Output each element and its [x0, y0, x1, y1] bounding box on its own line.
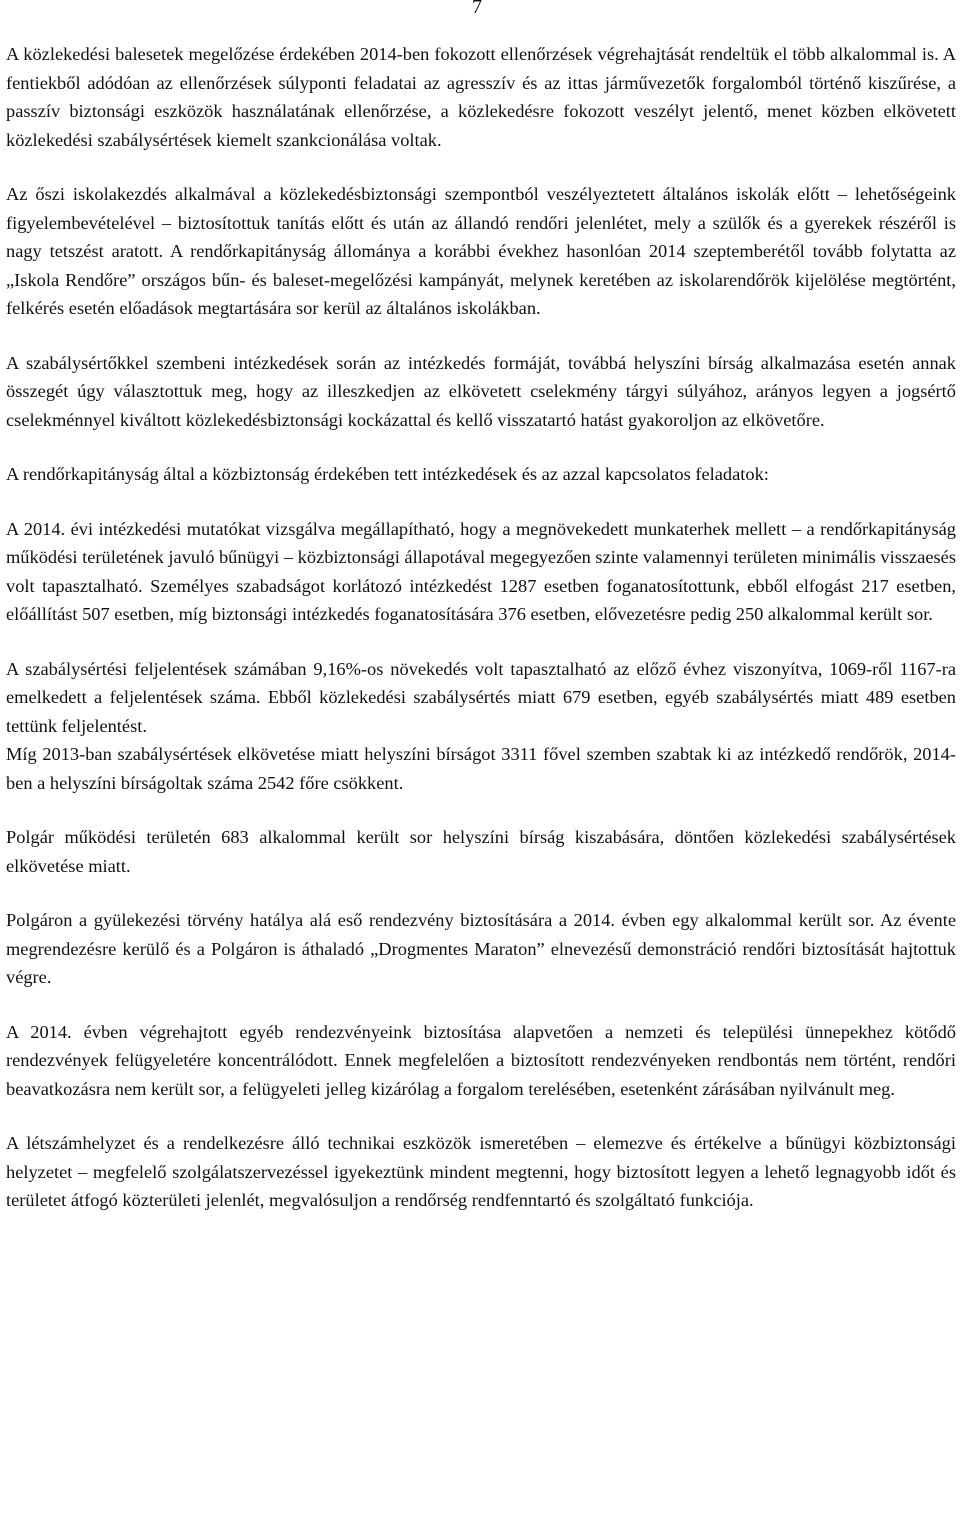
- paragraph-assembly-events: Polgáron a gyülekezési törvény hatálya alá eső rendezvény biztosítására a 2014. évben egy alkalommal került sor. Az évente megrendezésre kerülő és a Polgáron is áthaladó „Drogmentes Maraton” elnevezésű demonstráció rendőri biztosítását hajtottuk végre.: [6, 910, 956, 987]
- paragraph-staffing-summary: A létszámhelyzet és a rendelkezésre álló technikai eszközök ismeretében – elemezve és értékelve a bűnügyi közbiztonsági helyzetet – megfelelő szolgálatszervezéssel igyekeztünk mindent megtenni, hogy biztosított legyen a lehető legnagyobb időt és területet átfogó közterületi jelenlét, megvalósuljon a rendőrség rendfenntartó és szolgáltató funkciója.: [6, 1133, 956, 1210]
- paragraph-on-the-spot-fines: Míg 2013-ban szabálysértések elkövetése miatt helyszíni bírságot 3311 fővel szemben szabtak ki az intézkedő rendőrök, 2014-ben a helyszíni bírságoltak száma 2542 főre csökkent.: [6, 744, 956, 793]
- paragraph-traffic-checks: A közlekedési balesetek megelőzése érdekében 2014-ben fokozott ellenőrzések végrehajtását rendeltük el több alkalommal is. A fentiekből adódóan az ellenőrzések súlyponti feladatai az agresszív és az ittas járművezetők forgalomból történő kiszűrése, a passzív biztonsági eszközök használatának ellenőrzése, a közlekedésre fokozott veszélyt jelentő, menet közben elkövetett közlekedési szabálysértések kiemelt szankcionálása voltak.: [6, 44, 956, 150]
- paragraph-school-start: Az őszi iskolakezdés alkalmával a közlekedésbiztonsági szempontból veszélyeztetett általános iskolák előtt – lehetőségeink figyelembevételével – biztosítottuk tanítás előtt és után az állandó rendőri jelenlétet, mely a szülők és a gyerekek részéről is nagy tetszést aratott. A rendőrkapitányság állománya a korábbi évekhez hasonlóan 2014 szeptemberétől tovább folytatta az „Iskola Rendőre” országos bűn- és baleset-megelőzési kampányát, melynek keretében az iskolarendőrök kijelölése megtörtént, felkérés esetén előadások megtartására sor kerül az általános iskolákban.: [6, 184, 956, 318]
- paragraph-section-heading: A rendőrkapitányság által a közbiztonság érdekében tett intézkedések és az azzal kapcsolatos feladatok:: [6, 464, 769, 484]
- page-number: 7: [472, 0, 482, 18]
- document-body: [6, 40, 956, 1241]
- paragraph-petty-offence-reports: A szabálysértési feljelentések számában 9,16%-os növekedés volt tapasztalható az előző évhez viszonyítva, 1069-ről 1167-ra emelkedett a feljelentések száma. Ebből közlekedési szabálysértés miatt 679 esetben, egyéb szabálysértés miatt 489 esetben tettünk feljelentést.: [6, 658, 956, 736]
- paragraph-polgar-fines: Polgár működési területén 683 alkalommal került sor helyszíni bírság kiszabására, döntően közlekedési szabálysértések elkövetése miatt.: [6, 827, 956, 876]
- paragraph-other-events: A 2014. évben végrehajtott egyéb rendezvényeink biztosítása alapvetően a nemzeti és települési ünnepekhez kötődő rendezvények felügyeletére koncentrálódott. Ennek megfelelően a biztosított rendezvényeken rendbontás nem történt, rendőri beavatkozásra nem került sor, a felügyeleti jelleg kizárólag a forgalom terelésében, esetenként zárásában nyilvánult meg.: [6, 1021, 956, 1099]
- paragraph-intervention-indicators: A 2014. évi intézkedési mutatókat vizsgálva megállapítható, hogy a megnövekedett munkaterhek mellett – a rendőrkapitányság működési területének javuló bűnügyi – közbiztonsági állapotával megegyezően szinte valamennyi területen minimális visszaesés volt tapasztalható. Személyes szabadságot korlátozó intézkedést 1287 esetben foganatosítottunk, ebből elfogást 217 esetben, előállítást 507 esetben, míg biztonsági intézkedés foganatosítására 376 esetben, elővezetésre pedig 250 alkalommal került sor.: [6, 518, 956, 624]
- paragraph-offender-measures: A szabálysértőkkel szembeni intézkedések során az intézkedés formáját, továbbá helyszíni bírság alkalmazása esetén annak összegét úgy választottuk meg, hogy az illeszkedjen az elkövetett cselekmény tárgyi súlyához, arányos legyen a jogsértő cselekménnyel kiváltott közlekedésbiztonsági kockázattal és kellő visszatartó hatást gyakoroljon az elkövetőre.: [6, 352, 956, 430]
